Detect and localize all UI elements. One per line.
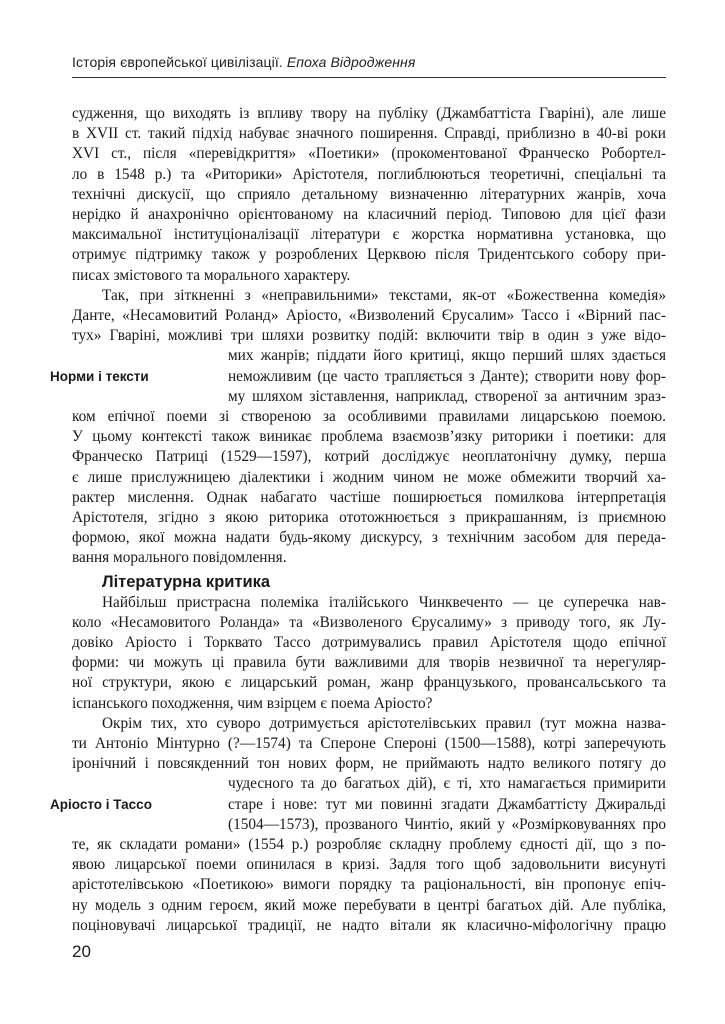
text-line: тух» Гваріні, можливі три шляхи розвитку подій: включити твір в один з уже відо-	[72, 327, 666, 345]
text-line: рактер мислення. Однак набагато частіше поширюється помилкова інтерпретація	[72, 488, 666, 506]
text-line: ло в 1548 р.) та «Риторики» Арістотеля, поглиблюються теоретичні, спеціальні та	[72, 165, 666, 183]
text-line: XVI ст., після «перевідкриття» «Поетики» (прокоментованої Франческо Робортел-	[72, 145, 666, 163]
header-rule	[72, 77, 666, 78]
text-line: Окрім тих, хто суворо дотримується арістотелівських правил (тут можна назва-	[102, 714, 666, 732]
text-line: формою, якої можна надати будь-якому дискурсу, з технічним засобом для переда-	[72, 529, 666, 547]
section-heading: Літературна критика	[102, 572, 271, 591]
text-line: поціновувачі лицарської традиції, не надто вітали як класично-міфологічну працю	[72, 916, 666, 934]
book-title: Історія європейської цивілізації.	[72, 54, 283, 70]
text-line: в XVII ст. такий підхід набуває значного поширення. Справді, приблизно в 40-ві роки	[72, 125, 666, 143]
text-line: те, як складати романи» (1554 р.) розробляє складну проблему єдності дії, що з по-	[72, 836, 666, 854]
text-line: є лише прислужницею діалектики і жодним чином не може обмежити творчий ха-	[72, 468, 666, 486]
margin-note: Норми і тексти	[50, 368, 149, 384]
text-line: нерідко й анахронічно орієнтованому на класичний період. Типовою для цієї фази	[72, 206, 666, 223]
text-line: чудесного та до багатьох дій), є ті, хто намагається примирити	[228, 775, 666, 793]
text-line: вання морального повідомлення.	[72, 549, 287, 567]
text-line: Арістотеля, згідно з якою риторика ототожнюється з прикрашанням, із приємною	[72, 509, 666, 526]
text-line: мих жанрів; піддати його критиці, якщо перший шлях здається	[228, 347, 666, 365]
text-line: неможливим (це часто трапляється з Данте); створити нову фор-	[228, 367, 666, 385]
text-line: ком епічної поеми зі створеною за особливими правилами лицарською поемою.	[72, 408, 666, 425]
text-line: коло «Несамовитого Роланда» та «Визволеного Єрусалиму» з приводу того, як Лу-	[72, 613, 666, 631]
text-line: судження, що виходять із впливу твору на публіку (Джамбаттіста Гваріні), але лише	[72, 105, 666, 122]
book-subtitle: Епоха Відродження	[286, 54, 416, 70]
text-line: ну модель з одним героєм, який може перебувати в центрі багатьох дій. Але публіка,	[72, 896, 666, 914]
text-line: Франческо Патриці (1529—1597), котрий досліджує неоплатонічну думку, перша	[72, 448, 666, 466]
running-header	[72, 54, 415, 70]
text-line: іспанського походження, чим взірцем є поема Аріосто?	[72, 694, 433, 712]
page-number: 20	[72, 942, 91, 962]
text-line: У цьому контексті також виникає проблема взаємозв’язку риторики і поетики: для	[72, 428, 666, 446]
text-line: арістотелівською «Поетикою» вимоги порядку та раціональності, він пропонує епіч-	[72, 876, 666, 894]
text-line: (1504—1573), прозваного Чинтіо, який у «Розмірковуваннях про	[228, 815, 666, 833]
text-line: Данте, «Несамовитий Роланд» Аріосто, «Визволений Єрусалим» Тассо і «Вірний пас-	[72, 307, 666, 324]
text-line: максимальної інституціоналізації літератури є жорстка нормативна установка, що	[72, 226, 666, 244]
margin-note: Аріосто і Тассо	[50, 796, 152, 812]
text-line: писах змістового та морального характеру.	[72, 266, 351, 284]
text-line: ної структури, якою є лицарський роман, жанр французького, провансальського та	[72, 674, 666, 692]
text-line: Так, при зіткненні з «неправильними» текстами, як-от «Божественна комедія»	[102, 286, 666, 304]
text-line: технічні дискусії, що сприяло детальному визначенню літературних жанрів, хоча	[72, 185, 666, 203]
text-line: отримує підтримку також у розроблених Церквою після Тридентського собору при-	[72, 246, 666, 264]
text-line: явою лицарської поеми опинилася в кризі. Задля того щоб задовольнити висунуті	[72, 856, 666, 874]
text-line: форми: чи можуть ці правила бути важливими для творів незвичної та нерегуляр-	[72, 654, 666, 672]
text-line: старе і нове: тут ми повинні згадати Джамбаттісту Джиральді	[228, 795, 666, 813]
text-line: Найбільш пристрасна полеміка італійського Чинквеченто — це суперечка нав-	[102, 593, 666, 611]
text-line: му шляхом зіставлення, наприклад, створеної за античним зраз-	[228, 387, 666, 405]
text-line: довіко Аріосто і Торквато Тассо дотримувались правил Арістотеля щодо епічної	[72, 634, 666, 652]
text-line: ти Антоніо Мінтурно (?—1574) та Спероне Спероні (1500—1588), котрі заперечують	[72, 735, 666, 753]
text-line: іронічний і повсякденний тон нових форм, не приймають надто великого потягу до	[72, 755, 666, 773]
